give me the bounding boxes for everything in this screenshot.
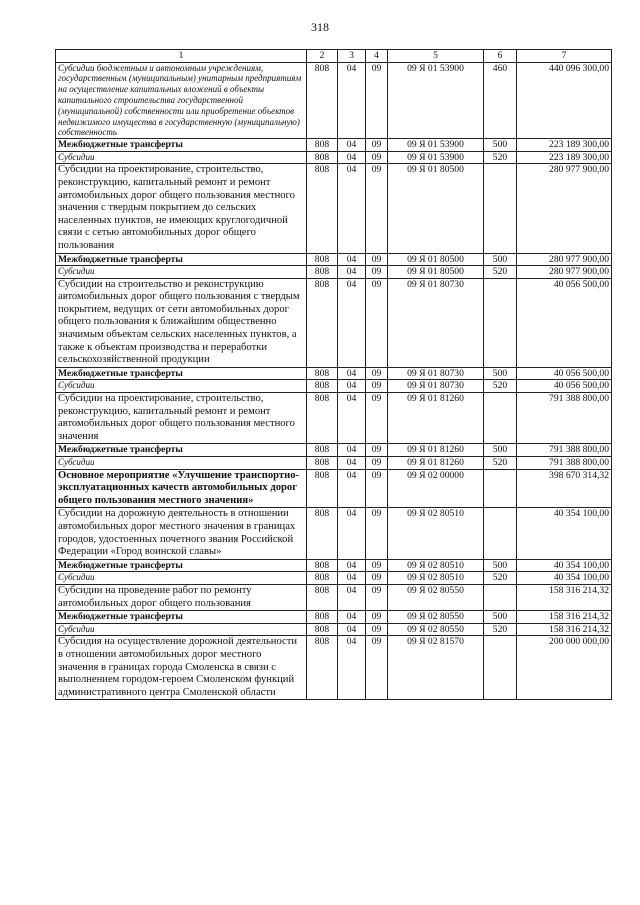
row-subsection-cell: 09 bbox=[366, 508, 388, 559]
row-section-cell: 04 bbox=[338, 457, 366, 470]
row-admin-code-cell: 808 bbox=[307, 508, 338, 559]
row-subsection-cell: 09 bbox=[366, 611, 388, 624]
row-section-cell: 04 bbox=[338, 444, 366, 457]
row-subsection-cell: 09 bbox=[366, 393, 388, 444]
row-admin-code-cell: 808 bbox=[307, 393, 338, 444]
row-subsection-cell: 09 bbox=[366, 380, 388, 393]
row-name-cell: Субсидии на строительство и реконструкцию автомобильных дорог общего пользования с твердым покрытием, ведущих от сети автомобильных дорог общего пользования к ближайшим общественно значимым объектам сельских населенных пунктов, а также к объектам производства и переработки сельскохозяйственной продукции bbox=[56, 278, 307, 367]
header-col-4: 4 bbox=[366, 50, 388, 63]
row-amount-cell: 40 354 100,00 bbox=[517, 559, 612, 572]
row-name-cell: Межбюджетные трансферты bbox=[56, 253, 307, 266]
row-amount-cell: 158 316 214,32 bbox=[517, 623, 612, 636]
row-subsection-cell: 09 bbox=[366, 62, 388, 139]
table-row bbox=[56, 559, 612, 572]
row-name-cell: Субсидии bbox=[56, 151, 307, 164]
row-section-cell: 04 bbox=[338, 572, 366, 585]
row-expense-type-cell: 520 bbox=[484, 457, 517, 470]
row-name-cell: Межбюджетные трансферты bbox=[56, 367, 307, 380]
row-amount-cell: 791 388 800,00 bbox=[517, 457, 612, 470]
row-target-article-cell: 09 Я 02 80510 bbox=[388, 572, 484, 585]
table-row bbox=[56, 611, 612, 624]
row-admin-code-cell: 808 bbox=[307, 636, 338, 700]
row-amount-cell: 223 189 300,00 bbox=[517, 139, 612, 152]
row-amount-cell: 40 056 500,00 bbox=[517, 380, 612, 393]
row-admin-code-cell: 808 bbox=[307, 139, 338, 152]
row-target-article-cell: 09 Я 01 80730 bbox=[388, 278, 484, 367]
row-amount-cell: 398 670 314,32 bbox=[517, 469, 612, 508]
row-section-cell: 04 bbox=[338, 611, 366, 624]
row-section-cell: 04 bbox=[338, 559, 366, 572]
row-amount-cell: 158 316 214,32 bbox=[517, 584, 612, 610]
row-admin-code-cell: 808 bbox=[307, 380, 338, 393]
row-expense-type-cell: 520 bbox=[484, 572, 517, 585]
row-section-cell: 04 bbox=[338, 380, 366, 393]
header-col-7: 7 bbox=[517, 50, 612, 63]
row-subsection-cell: 09 bbox=[366, 139, 388, 152]
row-target-article-cell: 09 Я 01 80500 bbox=[388, 266, 484, 279]
row-expense-type-cell: 520 bbox=[484, 151, 517, 164]
table-row bbox=[56, 469, 612, 508]
row-target-article-cell: 09 Я 01 53900 bbox=[388, 62, 484, 139]
row-section-cell: 04 bbox=[338, 623, 366, 636]
row-admin-code-cell: 808 bbox=[307, 367, 338, 380]
row-subsection-cell: 09 bbox=[366, 623, 388, 636]
row-amount-cell: 200 000 000,00 bbox=[517, 636, 612, 700]
row-target-article-cell: 09 Я 02 80550 bbox=[388, 584, 484, 610]
row-section-cell: 04 bbox=[338, 508, 366, 559]
header-col-6: 6 bbox=[484, 50, 517, 63]
row-name-cell: Субсидии bbox=[56, 380, 307, 393]
row-admin-code-cell: 808 bbox=[307, 62, 338, 139]
row-subsection-cell: 09 bbox=[366, 278, 388, 367]
header-col-2: 2 bbox=[307, 50, 338, 63]
row-subsection-cell: 09 bbox=[366, 266, 388, 279]
row-admin-code-cell: 808 bbox=[307, 457, 338, 470]
row-target-article-cell: 09 Я 02 80550 bbox=[388, 623, 484, 636]
row-expense-type-cell bbox=[484, 164, 517, 253]
row-amount-cell: 40 354 100,00 bbox=[517, 572, 612, 585]
row-expense-type-cell bbox=[484, 393, 517, 444]
row-subsection-cell: 09 bbox=[366, 584, 388, 610]
table-row bbox=[56, 457, 612, 470]
table-row bbox=[56, 572, 612, 585]
table-row bbox=[56, 393, 612, 444]
row-subsection-cell: 09 bbox=[366, 253, 388, 266]
row-target-article-cell: 09 Я 01 53900 bbox=[388, 151, 484, 164]
row-section-cell: 04 bbox=[338, 278, 366, 367]
row-amount-cell: 280 977 900,00 bbox=[517, 253, 612, 266]
row-subsection-cell: 09 bbox=[366, 636, 388, 700]
table-row bbox=[56, 367, 612, 380]
row-name-cell: Основное мероприятие «Улучшение транспортно-эксплуатационных качеств автомобильных дорог общего пользования местного значения» bbox=[56, 469, 307, 508]
row-expense-type-cell: 520 bbox=[484, 266, 517, 279]
row-target-article-cell: 09 Я 02 00000 bbox=[388, 469, 484, 508]
row-amount-cell: 40 354 100,00 bbox=[517, 508, 612, 559]
row-subsection-cell: 09 bbox=[366, 151, 388, 164]
row-subsection-cell: 09 bbox=[366, 457, 388, 470]
table-row bbox=[56, 636, 612, 700]
row-section-cell: 04 bbox=[338, 266, 366, 279]
row-section-cell: 04 bbox=[338, 584, 366, 610]
row-target-article-cell: 09 Я 01 80500 bbox=[388, 253, 484, 266]
row-admin-code-cell: 808 bbox=[307, 559, 338, 572]
row-expense-type-cell: 500 bbox=[484, 444, 517, 457]
row-name-cell: Субсидии на проектирование, строительство, реконструкцию, капитальный ремонт и ремонт автомобильных дорог общего пользования местного значения с твердым покрытием до сельских населенных пунктов, не имеющих круглогодичной связи с сетью автомобильных дорог общего пользования bbox=[56, 164, 307, 253]
row-amount-cell: 223 189 300,00 bbox=[517, 151, 612, 164]
row-admin-code-cell: 808 bbox=[307, 469, 338, 508]
row-target-article-cell: 09 Я 02 81570 bbox=[388, 636, 484, 700]
row-name-cell: Субсидии бюджетным и автономным учреждениям, государственным (муниципальным) унитарным предприятиям на осуществление капитальных вложений в объекты капитального строительства государственной (муниципальной) собственности или приобретение объектов недвижимого имущества в государственную (муниципальную) собственность bbox=[56, 62, 307, 139]
row-expense-type-cell: 500 bbox=[484, 367, 517, 380]
row-name-cell: Межбюджетные трансферты bbox=[56, 444, 307, 457]
row-expense-type-cell bbox=[484, 469, 517, 508]
row-name-cell: Субсидия на осуществление дорожной деятельности в отношении автомобильных дорог местного значения в границах города Смоленска в связи с выполнением городом-героем Смоленском функций административного центра Смоленской области bbox=[56, 636, 307, 700]
row-subsection-cell: 09 bbox=[366, 572, 388, 585]
row-amount-cell: 40 056 500,00 bbox=[517, 367, 612, 380]
row-admin-code-cell: 808 bbox=[307, 266, 338, 279]
row-expense-type-cell: 520 bbox=[484, 623, 517, 636]
row-expense-type-cell bbox=[484, 278, 517, 367]
row-amount-cell: 40 056 500,00 bbox=[517, 278, 612, 367]
row-admin-code-cell: 808 bbox=[307, 278, 338, 367]
row-target-article-cell: 09 Я 01 53900 bbox=[388, 139, 484, 152]
row-admin-code-cell: 808 bbox=[307, 164, 338, 253]
row-name-cell: Субсидии bbox=[56, 572, 307, 585]
row-target-article-cell: 09 Я 01 81260 bbox=[388, 444, 484, 457]
table-row bbox=[56, 623, 612, 636]
row-name-cell: Межбюджетные трансферты bbox=[56, 611, 307, 624]
row-subsection-cell: 09 bbox=[366, 469, 388, 508]
row-name-cell: Межбюджетные трансферты bbox=[56, 139, 307, 152]
row-amount-cell: 440 096 300,00 bbox=[517, 62, 612, 139]
row-admin-code-cell: 808 bbox=[307, 623, 338, 636]
row-section-cell: 04 bbox=[338, 393, 366, 444]
row-amount-cell: 791 388 800,00 bbox=[517, 393, 612, 444]
row-section-cell: 04 bbox=[338, 164, 366, 253]
table-row bbox=[56, 508, 612, 559]
row-subsection-cell: 09 bbox=[366, 164, 388, 253]
table-row bbox=[56, 253, 612, 266]
row-amount-cell: 280 977 900,00 bbox=[517, 164, 612, 253]
row-expense-type-cell: 520 bbox=[484, 380, 517, 393]
table-row bbox=[56, 62, 612, 139]
header-col-3: 3 bbox=[338, 50, 366, 63]
table-row bbox=[56, 278, 612, 367]
row-expense-type-cell: 500 bbox=[484, 559, 517, 572]
row-expense-type-cell: 500 bbox=[484, 611, 517, 624]
table-row bbox=[56, 164, 612, 253]
row-target-article-cell: 09 Я 02 80510 bbox=[388, 559, 484, 572]
row-admin-code-cell: 808 bbox=[307, 611, 338, 624]
row-subsection-cell: 09 bbox=[366, 559, 388, 572]
table-row bbox=[56, 151, 612, 164]
row-target-article-cell: 09 Я 01 81260 bbox=[388, 457, 484, 470]
row-target-article-cell: 09 Я 01 80730 bbox=[388, 367, 484, 380]
row-expense-type-cell: 500 bbox=[484, 253, 517, 266]
row-amount-cell: 280 977 900,00 bbox=[517, 266, 612, 279]
row-section-cell: 04 bbox=[338, 469, 366, 508]
row-expense-type-cell bbox=[484, 508, 517, 559]
row-amount-cell: 158 316 214,32 bbox=[517, 611, 612, 624]
row-admin-code-cell: 808 bbox=[307, 151, 338, 164]
row-name-cell: Субсидии bbox=[56, 457, 307, 470]
row-expense-type-cell: 460 bbox=[484, 62, 517, 139]
row-name-cell: Субсидии на проведение работ по ремонту автомобильных дорог общего пользования bbox=[56, 584, 307, 610]
header-col-1: 1 bbox=[56, 50, 307, 63]
table-row bbox=[56, 266, 612, 279]
row-subsection-cell: 09 bbox=[366, 367, 388, 380]
row-name-cell: Субсидии bbox=[56, 623, 307, 636]
page-number: 318 bbox=[311, 20, 329, 34]
table-row bbox=[56, 584, 612, 610]
row-expense-type-cell: 500 bbox=[484, 139, 517, 152]
row-name-cell: Межбюджетные трансферты bbox=[56, 559, 307, 572]
row-name-cell: Субсидии на дорожную деятельность в отношении автомобильных дорог местного значения в границах городов, удостоенных почетного звания Российской Федерации «Город воинской славы» bbox=[56, 508, 307, 559]
row-target-article-cell: 09 Я 01 81260 bbox=[388, 393, 484, 444]
row-section-cell: 04 bbox=[338, 636, 366, 700]
row-admin-code-cell: 808 bbox=[307, 572, 338, 585]
row-amount-cell: 791 388 800,00 bbox=[517, 444, 612, 457]
row-expense-type-cell bbox=[484, 636, 517, 700]
budget-table bbox=[55, 49, 612, 700]
header-col-5: 5 bbox=[388, 50, 484, 63]
row-target-article-cell: 09 Я 02 80510 bbox=[388, 508, 484, 559]
row-admin-code-cell: 808 bbox=[307, 253, 338, 266]
table-row bbox=[56, 444, 612, 457]
row-target-article-cell: 09 Я 02 80550 bbox=[388, 611, 484, 624]
row-admin-code-cell: 808 bbox=[307, 584, 338, 610]
row-section-cell: 04 bbox=[338, 139, 366, 152]
row-admin-code-cell: 808 bbox=[307, 444, 338, 457]
row-expense-type-cell bbox=[484, 584, 517, 610]
row-name-cell: Субсидии на проектирование, строительство, реконструкцию, капитальный ремонт и ремонт автомобильных дорог общего пользования местного значения bbox=[56, 393, 307, 444]
row-section-cell: 04 bbox=[338, 367, 366, 380]
row-section-cell: 04 bbox=[338, 62, 366, 139]
table-row bbox=[56, 380, 612, 393]
row-target-article-cell: 09 Я 01 80730 bbox=[388, 380, 484, 393]
row-target-article-cell: 09 Я 01 80500 bbox=[388, 164, 484, 253]
row-section-cell: 04 bbox=[338, 151, 366, 164]
row-section-cell: 04 bbox=[338, 253, 366, 266]
table-row bbox=[56, 139, 612, 152]
row-subsection-cell: 09 bbox=[366, 444, 388, 457]
row-name-cell: Субсидии bbox=[56, 266, 307, 279]
table-header-row bbox=[56, 50, 612, 63]
